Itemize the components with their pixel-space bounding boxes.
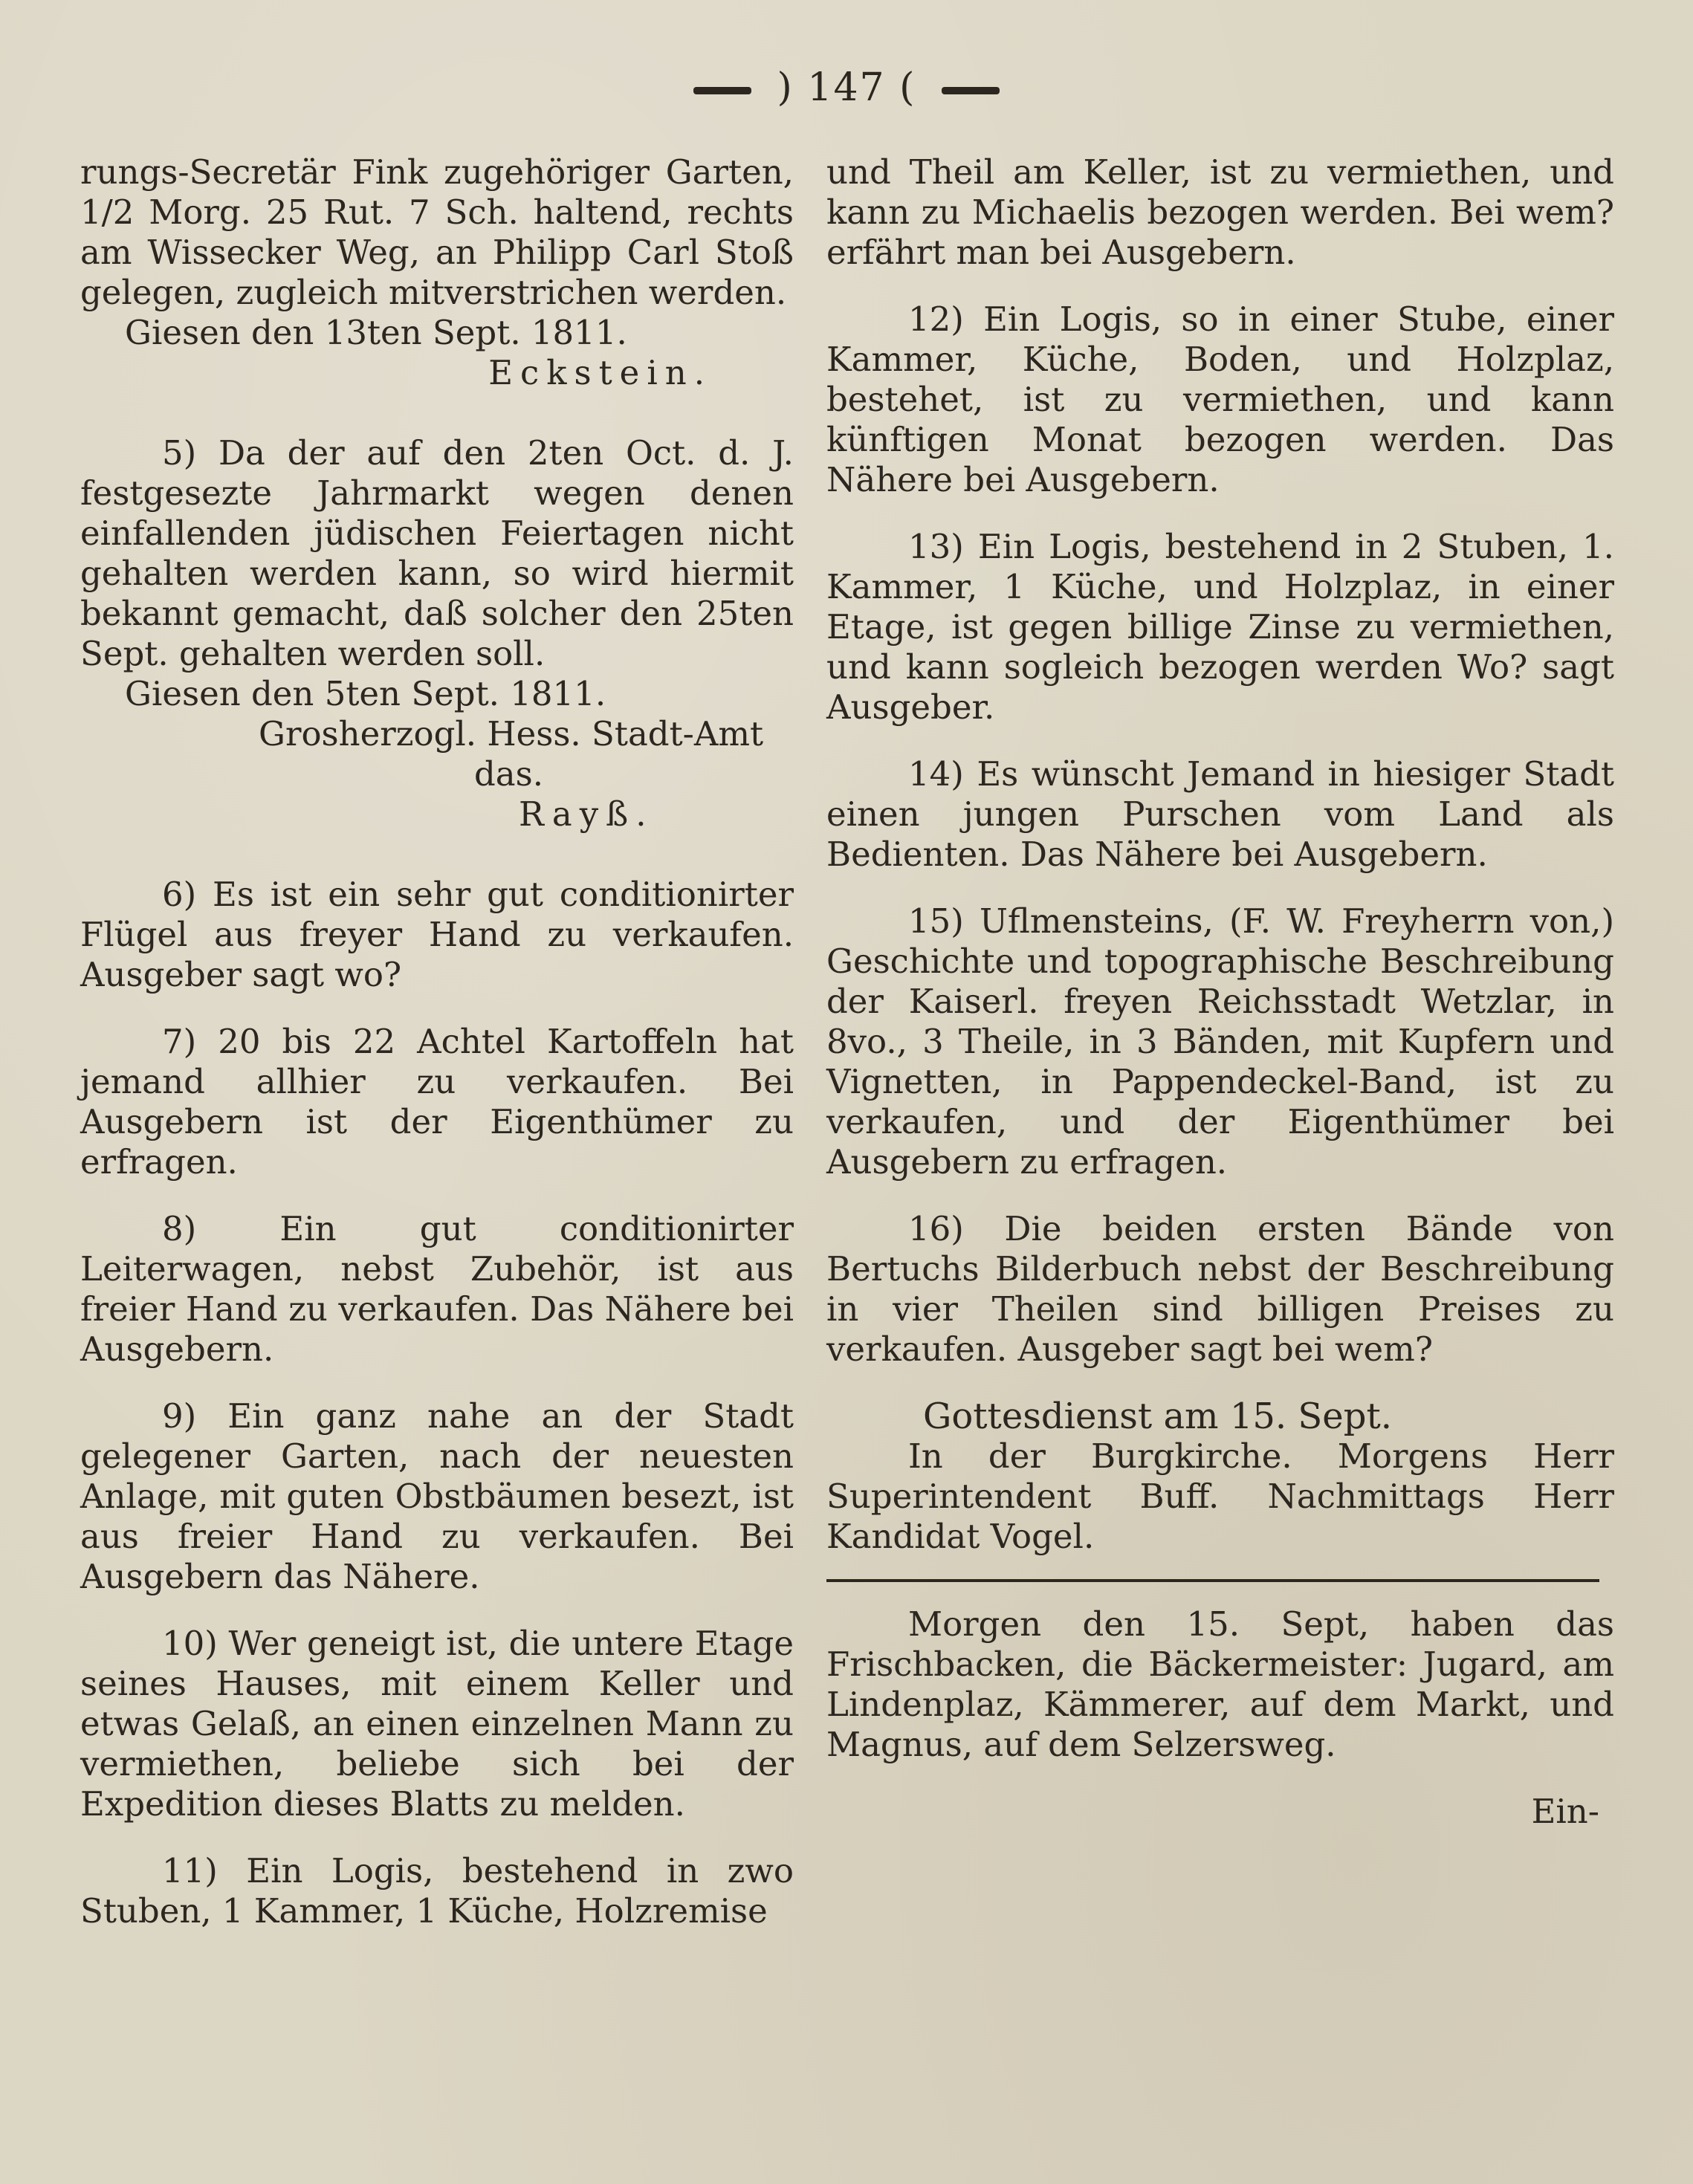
notice-9: 9) Ein ganz nahe an der Stadt gelegener Garten, nach der neuesten Anlage, mit guten Obstbäumen besezt, ist aus freier Hand zu verkaufen. Bei Ausgebern das Nähere. xyxy=(80,1396,794,1596)
right-column xyxy=(826,152,1614,1832)
notice-4-signature: Eckstein. xyxy=(488,353,712,392)
page-header xyxy=(0,65,1693,117)
catchword: Ein- xyxy=(1531,1792,1599,1831)
notice-6: 6) Es ist ein sehr gut conditionirter Flügel aus freyer Hand zu verkaufen. Ausgeber sagt wo? xyxy=(80,875,794,994)
notice-5: 5) Da der auf den 2ten Oct. d. J. festgesezte Jahrmarkt wegen denen einfallenden jüdischen Feiertagen nicht gehalten werden kann, so wird hiermit bekannt gemacht, daß solcher den 25ten Sept. gehalten werden soll. xyxy=(80,433,794,673)
notice-5-date: Giesen den 5ten Sept. 1811. xyxy=(125,674,606,713)
church-service-title: Gottesdienst am 15. Sept. xyxy=(923,1396,1392,1437)
notice-15: 15) Uflmensteins, (F. W. Freyherrn von,) Geschichte und topographische Beschreibung der Kaiserl. freyen Reichsstadt Wetzlar, in 8vo., 3 Theile, in 3 Bänden, mit Kupfern und Vignetten, in Pappendeckel-Band, ist zu verkaufen, und der Eigenthümer bei Ausgebern zu erfragen. xyxy=(826,901,1614,1182)
notice-8: 8) Ein gut conditionirter Leiterwagen, nebst Zubehör, ist aus freier Hand zu verkaufen. Das Nähere bei Ausgebern. xyxy=(80,1209,794,1369)
notice-14: 14) Es wünscht Jemand in hiesiger Stadt einen jungen Purschen vom Land als Bedienten. Das Nähere bei Ausgebern. xyxy=(826,754,1614,874)
page-number: ) 147 ( xyxy=(777,65,916,110)
notice-4-date: Giesen den 13ten Sept. 1811. xyxy=(125,313,627,352)
section-divider xyxy=(826,1579,1599,1582)
notice-5-authority: Grosherzogl. Hess. Stadt-Amt xyxy=(259,714,764,754)
bakers-notice: Morgen den 15. Sept, haben das Frischbacken, die Bäckermeister: Jugard, am Lindenplaz, Kämmerer, auf dem Markt, und Magnus, auf dem Selzersweg. xyxy=(826,1604,1614,1764)
header-rule-right xyxy=(942,87,1000,94)
notice-10: 10) Wer geneigt ist, die untere Etage seines Hauses, mit einem Keller und etwas Gelaß, an einen einzelnen Mann zu vermiethen, beliebe sich bei der Expedition dieses Blatts zu melden. xyxy=(80,1624,794,1824)
header-rule-left xyxy=(693,87,751,94)
notice-11: 11) Ein Logis, bestehend in zwo Stuben, 1 Kammer, 1 Küche, Holzremise xyxy=(80,1851,794,1931)
notice-7: 7) 20 bis 22 Achtel Kartoffeln hat jemand allhier zu verkaufen. Bei Ausgebern ist der Eigenthümer zu erfragen. xyxy=(80,1022,794,1182)
notice-13: 13) Ein Logis, bestehend in 2 Stuben, 1. Kammer, 1 Küche, und Holzplaz, in einer Etage, ist gegen billige Zinse zu vermiethen, und kann sogleich bezogen werden Wo? sagt Ausgeber. xyxy=(826,527,1614,727)
church-service-details: In der Burgkirche. Morgens Herr Superintendent Buff. Nachmittags Herr Kandidat Vogel. xyxy=(826,1436,1614,1556)
notice-4-continued: rungs-Secretär Fink zugehöriger Garten, 1/2 Morg. 25 Rut. 7 Sch. haltend, rechts am Wissecker Weg, an Philipp Carl Stoß gelegen, zugleich mitverstrichen werden. xyxy=(80,152,794,312)
notice-5-authority-place: das. xyxy=(474,754,544,794)
notice-5-signature: Rayß. xyxy=(519,794,654,834)
notice-16: 16) Die beiden ersten Bände von Bertuchs Bilderbuch nebst der Beschreibung in vier Theilen sind billigen Preises zu verkaufen. Ausgeber sagt bei wem? xyxy=(826,1209,1614,1369)
notice-11-continued: und Theil am Keller, ist zu vermiethen, und kann zu Michaelis bezogen werden. Bei wem? erfährt man bei Ausgebern. xyxy=(826,152,1614,272)
notice-12: 12) Ein Logis, so in einer Stube, einer Kammer, Küche, Boden, und Holzplaz, bestehet, ist zu vermiethen, und kann künftigen Monat bezogen werden. Das Nähere bei Ausgebern. xyxy=(826,299,1614,499)
left-column xyxy=(80,152,794,1958)
